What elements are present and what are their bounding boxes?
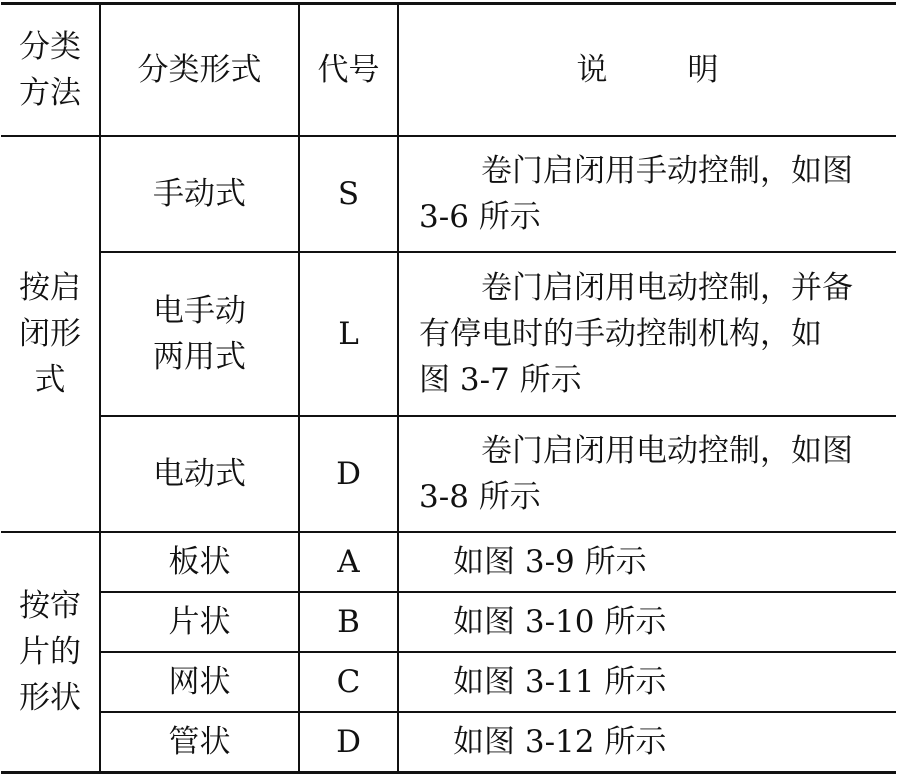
group-name-line: 形状 [19, 680, 81, 716]
description-line: 3-6 所示 [419, 199, 541, 235]
form-line: 电手动 [153, 293, 246, 329]
table-row [1, 416, 896, 532]
code-cell: A [299, 532, 398, 592]
description-cell: 如图 3-9 所示 [398, 532, 896, 592]
header-method-line: 方法 [19, 75, 81, 111]
group-name-line: 按帘 [19, 588, 81, 624]
form-cell: 片状 [100, 592, 299, 652]
form-cell: 管状 [100, 712, 299, 773]
classification-table [1, 2, 896, 774]
group-name-shape [1, 532, 100, 773]
header-desc-char: 明 [687, 52, 719, 88]
description-line: 有停电时的手动控制机构，如 [419, 316, 822, 352]
description-line: 图 3-7 所示 [419, 362, 582, 398]
description-line: 卷门启闭用电动控制，并备 [481, 270, 853, 306]
header-form: 分类形式 [100, 4, 299, 137]
form-cell: 网状 [100, 652, 299, 712]
description-cell: 如图 3-12 所示 [398, 712, 896, 773]
table-row [1, 652, 896, 712]
code-cell: D [299, 712, 398, 773]
description-cell: 如图 3-10 所示 [398, 592, 896, 652]
code-cell: L [299, 252, 398, 416]
header-method [1, 4, 100, 137]
description-cell [398, 136, 896, 252]
form-cell [100, 252, 299, 416]
code-cell: B [299, 592, 398, 652]
group-name-line: 片的 [19, 634, 81, 670]
form-cell: 电动式 [100, 416, 299, 532]
table-row [1, 252, 896, 416]
form-cell: 手动式 [100, 136, 299, 252]
form-cell: 板状 [100, 532, 299, 592]
description-line: 3-8 所示 [419, 479, 541, 515]
code-cell: C [299, 652, 398, 712]
description-cell: 如图 3-11 所示 [398, 652, 896, 712]
header-method-line: 分类 [19, 29, 81, 65]
group-name-line: 按启 [19, 270, 81, 306]
header-desc-char: 说 [576, 52, 608, 88]
header-description [398, 4, 896, 137]
header-code: 代号 [299, 4, 398, 137]
table-row [1, 136, 896, 252]
table-row [1, 592, 896, 652]
group-name-line: 式 [34, 362, 66, 398]
code-cell: S [299, 136, 398, 252]
form-line: 两用式 [153, 339, 246, 375]
group-name-opening [1, 136, 100, 532]
description-line: 卷门启闭用手动控制，如图 [481, 153, 853, 189]
header-row [1, 4, 896, 137]
description-cell [398, 416, 896, 532]
group-name-line: 闭形 [19, 316, 81, 352]
table-row [1, 712, 896, 773]
code-cell: D [299, 416, 398, 532]
description-line: 卷门启闭用电动控制，如图 [481, 433, 853, 469]
table-row [1, 532, 896, 592]
description-cell [398, 252, 896, 416]
